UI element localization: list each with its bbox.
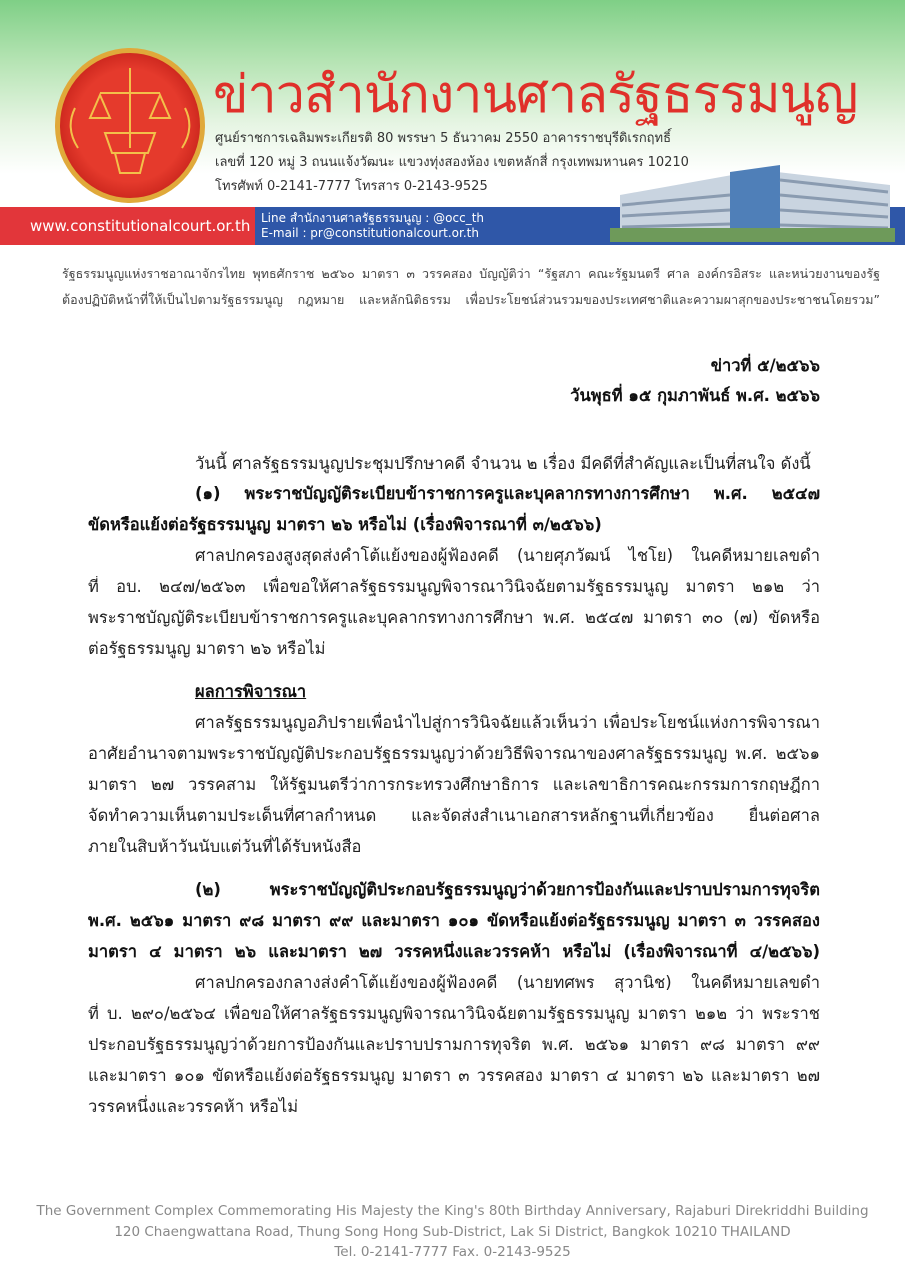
case1-result: มาตรา ๒๗ วรรคสาม ให้รัฐมนตรีว่าการกระทรวงศึกษาธิการ และเลขาธิการคณะกรรมการกฤษฎีกา [88, 775, 820, 794]
address-line: ศูนย์ราชการเฉลิมพระเกียรติ 80 พรรษา 5 ธันวาคม 2550 อาคารราชบุรีดิเรกฤทธิ์ [215, 131, 672, 146]
footer-address: 120 Chaengwattana Road, Thung Song Hong Sub-District, Lak Si District, Bangkok 10210 THAILAND [114, 1224, 791, 1240]
intro-text: วันนี้ ศาลรัฐธรรมนูญประชุมปรึกษาคดี จำนวน ๒ เรื่อง มีคดีที่สำคัญและเป็นที่สนใจ ดังนี้ [195, 454, 811, 473]
case2-title: พ.ศ. ๒๕๖๑ มาตรา ๙๘ มาตรา ๙๙ และมาตรา ๑๐๑ ขัดหรือแย้งต่อรัฐธรรมนูญ มาตรา ๓ วรรคสอง [88, 911, 820, 930]
case1-title: (๑) พระราชบัญญัติระเบียบข้าราชการครูและบุคลากรทางการศึกษา พ.ศ. ๒๕๔๗ [195, 484, 820, 503]
case2-title: (๒) พระราชบัญญัติประกอบรัฐธรรมนูญว่าด้วยการป้องกันและปราบปรามการทุจริต [195, 880, 820, 899]
header-title: ข่าวสำนักงานศาลรัฐธรรมนูญ [213, 65, 858, 125]
result-heading: ผลการพิจารณา [195, 682, 307, 701]
address-line: เลขที่ 120 หมู่ 3 ถนนแจ้งวัฒนะ แขวงทุ่งสองห้อง เขตหลักสี่ กรุงเทพมหานคร 10210 [215, 155, 689, 170]
constitution-quote-line: ต้องปฏิบัติหน้าที่ให้เป็นไปตามรัฐธรรมนูญ กฎหมาย และหลักนิติธรรม เพื่อประโยชน์ส่วนรวมของประเทศชาติและความผาสุกของประชาชนโดยรวม” [62, 292, 880, 307]
case2-facts: และมาตรา ๑๐๑ ขัดหรือแย้งต่อรัฐธรรมนูญ มาตรา ๓ วรรคสอง มาตรา ๔ มาตรา ๒๖ และมาตรา ๒๗ [88, 1066, 820, 1085]
case1-result: อาศัยอำนาจตามพระราชบัญญัติประกอบรัฐธรรมนูญว่าด้วยวิธีพิจารณาของศาลรัฐธรรมนูญ พ.ศ. ๒๕๖๑ [88, 744, 820, 763]
case1-result: ภายในสิบห้าวันนับแต่วันที่ได้รับหนังสือ [88, 837, 362, 856]
news-number: ข่าวที่ ๕/๒๕๖๖ [710, 356, 820, 375]
phone-line: โทรศัพท์ 0-2141-7777 โทรสาร 0-2143-9525 [215, 179, 488, 194]
footer-address: The Government Complex Commemorating His Majesty the King's 80th Birthday Anniversary, Rajaburi Direkriddhi Building [36, 1203, 869, 1219]
case1-result: ศาลรัฐธรรมนูญอภิปรายเพื่อนำไปสู่การวินิจฉัยแล้วเห็นว่า เพื่อประโยชน์แห่งการพิจารณา [195, 713, 820, 732]
website-link[interactable]: www.constitutionalcourt.or.th [0, 207, 255, 245]
case2-facts: ประกอบรัฐธรรมนูญว่าด้วยการป้องกันและปราบปรามการทุจริต พ.ศ. ๒๕๖๑ มาตรา ๙๘ มาตรา ๙๙ [88, 1035, 820, 1054]
case1-result: จัดทำความเห็นตามประเด็นที่ศาลกำหนด และจัดส่งสำเนาเอกสารหลักฐานที่เกี่ยวข้อง ยื่นต่อศาล [88, 806, 820, 825]
court-building-image [610, 150, 895, 242]
case1-facts: พระราชบัญญัติระเบียบข้าราชการครูและบุคลากรทางการศึกษา พ.ศ. ๒๕๔๗ มาตรา ๓๐ (๗) ขัดหรือ [88, 608, 820, 627]
email-contact[interactable]: E-mail : pr@constitutionalcourt.or.th [261, 226, 479, 240]
case2-title: มาตรา ๔ มาตรา ๒๖ และมาตรา ๒๗ วรรคหนึ่งและวรรคห้า หรือไม่ (เรื่องพิจารณาที่ ๔/๒๕๖๖) [88, 942, 820, 961]
case2-facts: ที่ บ. ๒๙๐/๒๕๖๔ เพื่อขอให้ศาลรัฐธรรมนูญพิจารณาวินิจฉัยตามรัฐธรรมนูญ มาตรา ๒๑๒ ว่า พระราช [88, 1004, 820, 1023]
case1-facts: ที่ อบ. ๒๔๗/๒๕๖๓ เพื่อขอให้ศาลรัฐธรรมนูญพิจารณาวินิจฉัยตามรัฐธรรมนูญ มาตรา ๒๑๒ ว่า [88, 577, 820, 596]
letterhead [0, 0, 905, 248]
footer-contact: Tel. 0-2141-7777 Fax. 0-2143-9525 [334, 1244, 571, 1260]
constitution-quote-line: รัฐธรรมนูญแห่งราชอาณาจักรไทย พุทธศักราช ๒๕๖๐ มาตรา ๓ วรรคสอง บัญญัติว่า “รัฐสภา คณะรัฐมนตรี ศาล องค์กรอิสระ และหน่วยงานของรัฐ [62, 266, 880, 281]
case1-facts: ต่อรัฐธรรมนูญ มาตรา ๒๖ หรือไม่ [88, 639, 326, 658]
news-date: วันพุธที่ ๑๕ กุมภาพันธ์ พ.ศ. ๒๕๖๖ [570, 386, 820, 405]
line-contact: Line สำนักงานศาลรัฐธรรมนูญ : @occ_th [261, 211, 485, 225]
case1-facts: ศาลปกครองสูงสุดส่งคำโต้แย้งของผู้ฟ้องคดี (นายศุภวัฒน์ ไชโย) ในคดีหมายเลขดำ [195, 546, 820, 565]
case1-title: ขัดหรือแย้งต่อรัฐธรรมนูญ มาตรา ๒๖ หรือไม่ (เรื่องพิจารณาที่ ๓/๒๕๖๖) [88, 515, 602, 534]
case2-facts: วรรคหนึ่งและวรรคห้า หรือไม่ [88, 1097, 299, 1116]
court-seal-logo [55, 48, 205, 203]
case2-facts: ศาลปกครองกลางส่งคำโต้แย้งของผู้ฟ้องคดี (นายทศพร สุวานิช) ในคดีหมายเลขดำ [195, 973, 820, 992]
